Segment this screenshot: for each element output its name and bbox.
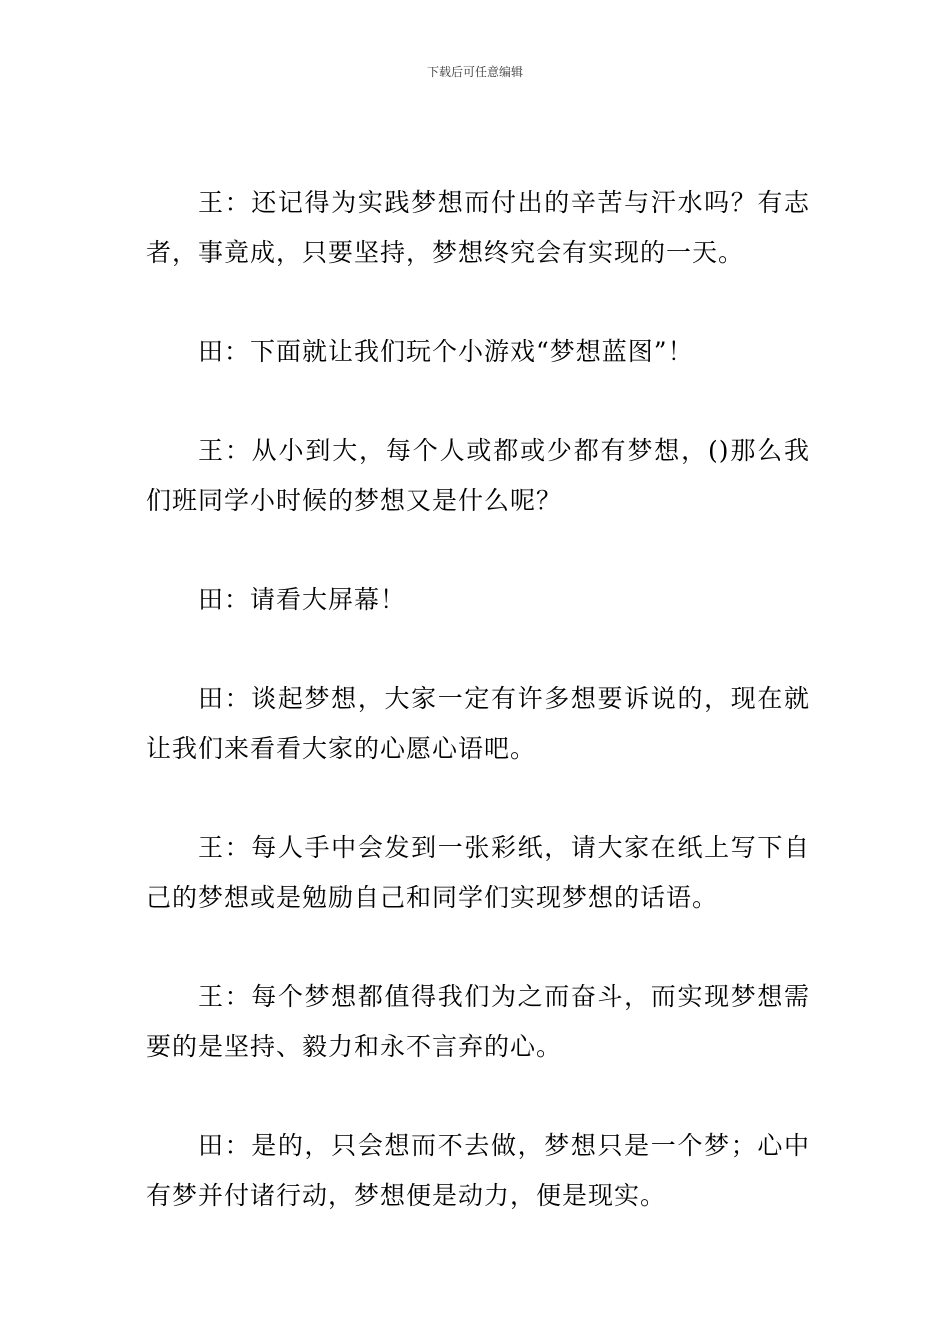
paragraph: 田：请看大屏幕！ (198, 585, 407, 614)
document-body (146, 178, 810, 1270)
paragraph: 田：谈起梦想，大家一定有许多想要诉说的，现在就让我们来看看大家的心愿心语吧。 (146, 684, 810, 763)
paragraph: 王：每个梦想都值得我们为之而奋斗，而实现梦想需要的是坚持、毅力和永不言弃的心。 (146, 982, 810, 1061)
paragraph: 田：是的，只会想而不去做，梦想只是一个梦；心中有梦并付诸行动，梦想便是动力，便是现实。 (146, 1131, 810, 1210)
paragraph: 王：从小到大，每个人或都或少都有梦想，()那么我们班同学小时候的梦想又是什么呢？ (146, 436, 810, 515)
paragraph: 田：下面就让我们玩个小游戏“梦想蓝图”！ (198, 337, 694, 366)
page-header: 下载后可任意编辑 (426, 65, 523, 79)
paragraph: 王：每人手中会发到一张彩纸，请大家在纸上写下自己的梦想或是勉励自己和同学们实现梦想的话语。 (146, 833, 810, 912)
paragraph: 王：还记得为实践梦想而付出的辛苦与汗水吗？有志者，事竟成，只要坚持，梦想终究会有实现的一天。 (146, 188, 810, 267)
